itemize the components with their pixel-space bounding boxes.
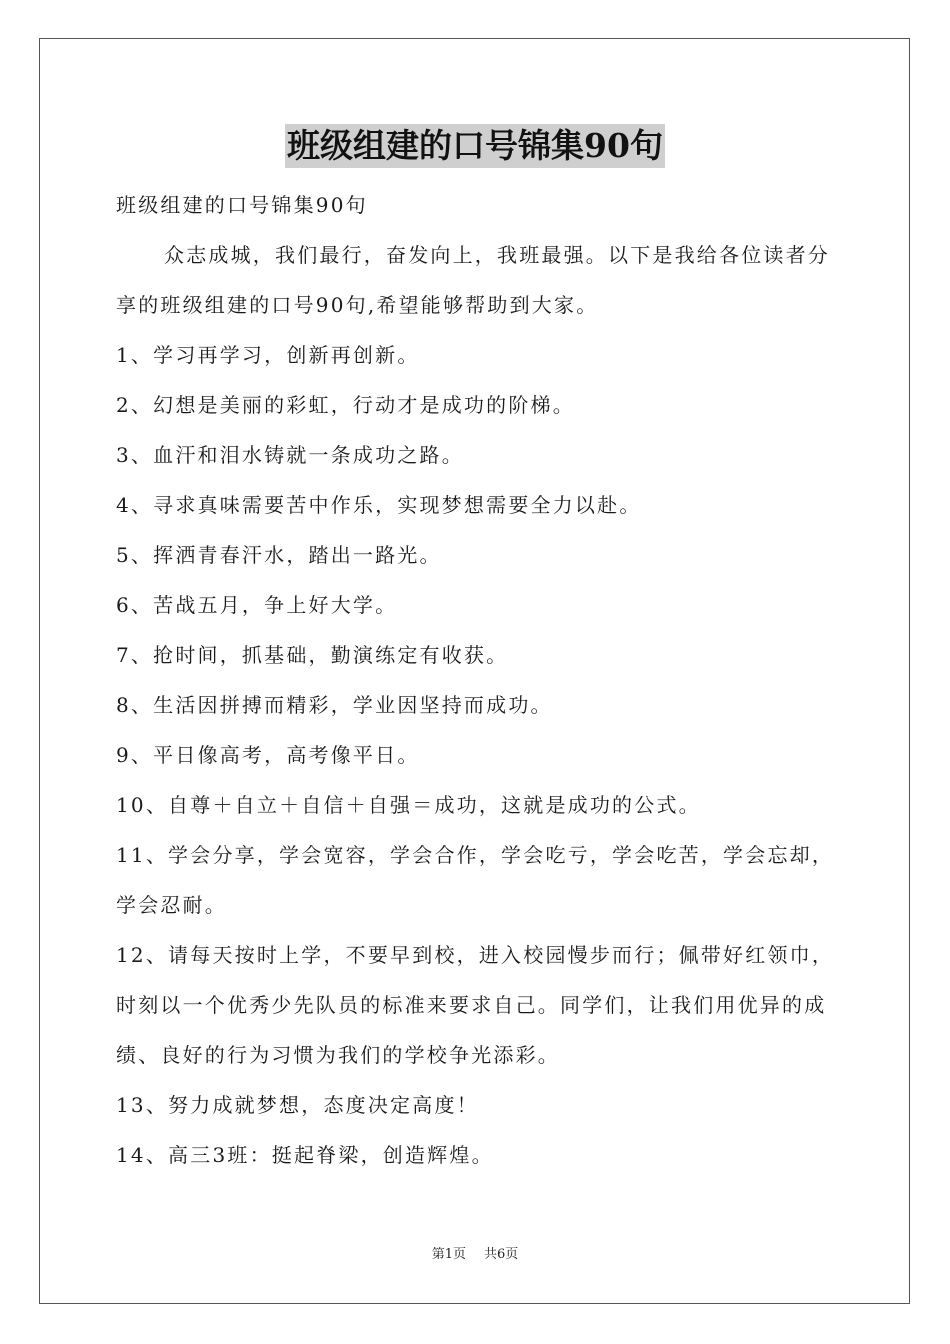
page-number-total: 共6页 (484, 1247, 519, 1262)
list-item: 10、自尊＋自立＋自信＋自强＝成功，这就是成功的公式。 (116, 793, 701, 817)
intro-paragraph: 众志成城，我们最行，奋发向上，我班最强。以下是我给各位读者分享的班级组建的口号90句,希望能够帮助到大家。 (116, 243, 830, 317)
page-number-current: 第1页 (431, 1247, 466, 1262)
list-item: 8、生活因拼搏而精彩，学业因坚持而成功。 (116, 693, 553, 717)
list-item: 13、努力成就梦想，态度决定高度！ (116, 1093, 479, 1117)
list-item: 2、幻想是美丽的彩虹，行动才是成功的阶梯。 (116, 393, 575, 417)
list-item: 9、平日像高考，高考像平日。 (116, 743, 420, 767)
list-item: 3、血汗和泪水铸就一条成功之路。 (116, 443, 464, 467)
page-footer (0, 1246, 950, 1264)
list-item: 1、学习再学习，创新再创新。 (116, 343, 420, 367)
list-item: 5、挥洒青春汗水，踏出一路光。 (116, 543, 442, 567)
document-body (116, 180, 836, 1180)
list-item: 14、高三3班：挺起脊梁，创造辉煌。 (116, 1143, 494, 1167)
document-subtitle: 班级组建的口号锦集90句 (116, 193, 368, 217)
list-item: 12、请每天按时上学，不要早到校，进入校园慢步而行；佩带好红领巾，时刻以一个优秀少先队员的标准来要求自己。同学们，让我们用优异的成绩、良好的行为习惯为我们的学校争光添彩。 (116, 943, 835, 1067)
document-title: 班级组建的口号锦集90句 (285, 124, 665, 168)
list-item: 7、抢时间，抓基础，勤演练定有收获。 (116, 643, 509, 667)
list-item: 4、寻求真味需要苦中作乐，实现梦想需要全力以赴。 (116, 493, 642, 517)
title-container (0, 124, 950, 168)
list-item: 6、苦战五月，争上好大学。 (116, 593, 398, 617)
list-item: 11、学会分享，学会宽容，学会合作，学会吃亏，学会吃苦，学会忘却，学会忍耐。 (116, 843, 835, 917)
